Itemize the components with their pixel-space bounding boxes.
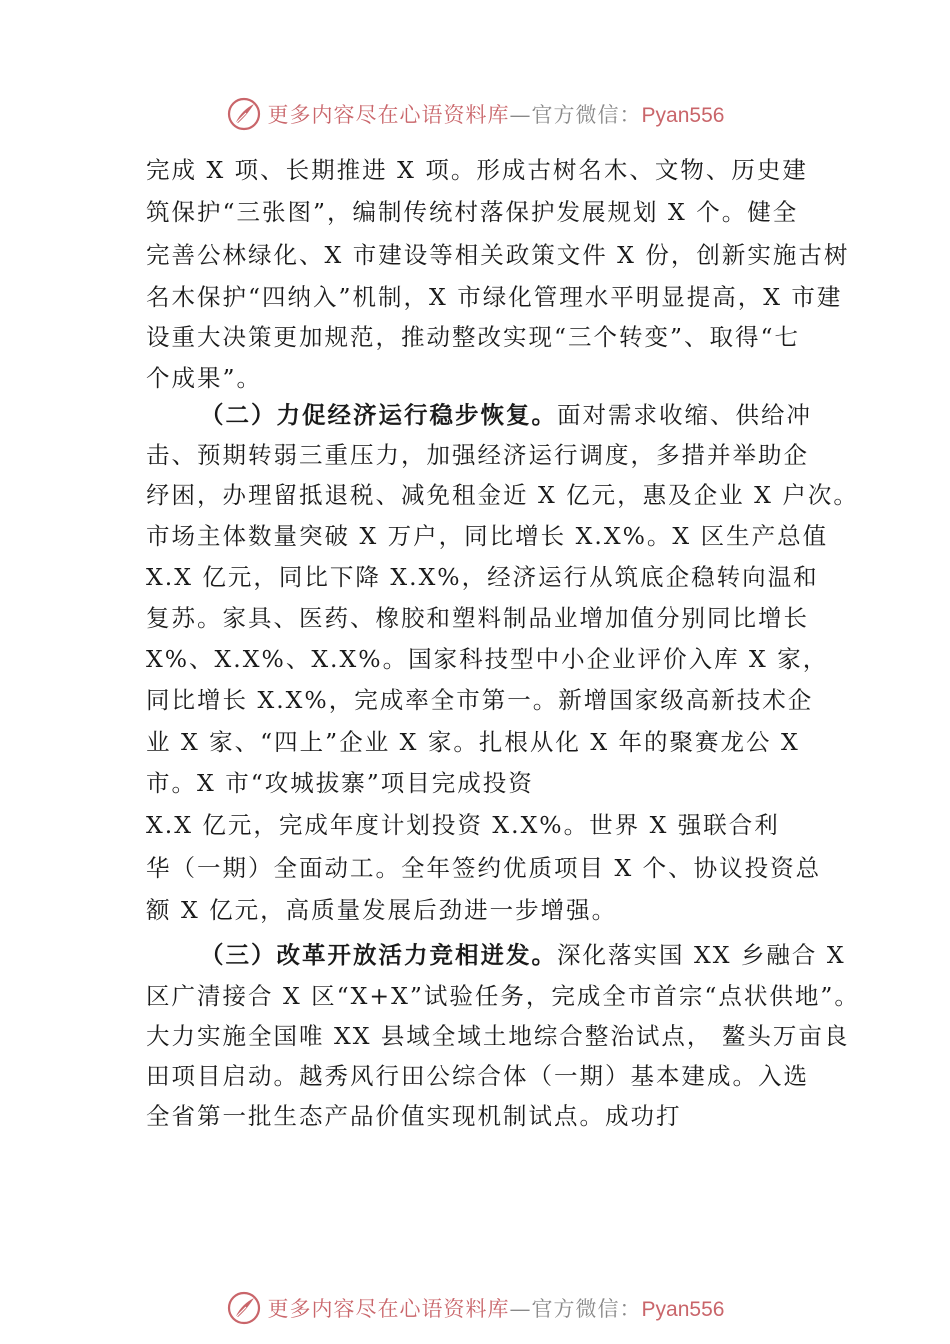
text-line: 纾困，办理留抵退税、减免租金近 X 亿元，惠及企业 X 户次。 (146, 481, 859, 509)
text-line: 名木保护“四纳入”机制，X 市绿化管理水平明显提高，X 市建 (146, 283, 843, 311)
watermark-dash: — (509, 103, 532, 127)
watermark-label: 官方微信： (531, 103, 642, 127)
text-run: 深化落实国 XX 乡融合 X (557, 941, 846, 969)
text-line: 个成果”。 (146, 364, 263, 392)
text-line: 复苏。家具、医药、橡胶和塑料制品业增加值分别同比增长 (146, 604, 809, 632)
watermark-wechat-id: Pyan556 (641, 104, 725, 127)
text-line: 额 X 亿元，高质量发展后劲进一步增强。 (146, 896, 618, 924)
text-line: 华（一期）全面动工。全年签约优质项目 X 个、协议投资总 (146, 854, 822, 882)
text-line: 区广清接合 X 区“X+X”试验任务，完成全市首宗“点状供地”。 (146, 982, 860, 1010)
section-heading-3: （三）改革开放活力竞相迸发。 (200, 941, 557, 969)
watermark-label: 官方微信： (531, 1297, 642, 1321)
section-heading-2: （二）力促经济运行稳步恢复。 (200, 401, 557, 429)
text-line: 业 X 家、“四上”企业 X 家。扎根从化 X 年的聚赛龙公 X (146, 728, 800, 756)
text-run: 面对需求收缩、供给冲 (557, 401, 812, 429)
feather-seal-icon (226, 1290, 262, 1326)
text-line: 全省第一批生态产品价值实现机制试点。成功打 (146, 1102, 682, 1130)
text-line: 田项目启动。越秀风行田公综合体（一期）基本建成。入选 (146, 1062, 809, 1090)
paragraph-first-line (200, 398, 812, 432)
text-line: X%、X.X%、X.X%。国家科技型中小企业评价入库 X 家， (146, 645, 829, 673)
watermark-banner-bottom (0, 1286, 950, 1330)
text-line: 大力实施全国唯 XX 县域全域土地综合整治试点， 鳌头万亩良 (146, 1022, 850, 1050)
watermark-main-text: 更多内容尽在心语资料库 (267, 1297, 510, 1321)
text-line: X.X 亿元，同比下降 X.X%，经济运行从筑底企稳转向温和 (146, 563, 819, 591)
text-line: 设重大决策更加规范，推动整改实现“三个转变”、取得“七 (146, 323, 801, 351)
text-line: 市。X 市“攻城拔寨”项目完成投资 (146, 769, 534, 797)
text-line: 完善公林绿化、X 市建设等相关政策文件 X 份，创新实施古树 (146, 241, 850, 269)
watermark-dash: — (509, 1297, 532, 1321)
text-line: 筑保护“三张图”，编制传统村落保护发展规划 X 个。健全 (146, 198, 799, 226)
text-line: 市场主体数量突破 X 万户，同比增长 X.X%。X 区生产总值 (146, 522, 829, 550)
text-line: 同比增长 X.X%，完成率全市第一。新增国家级高新技术企 (146, 686, 814, 714)
watermark-wechat-id: Pyan556 (641, 1298, 725, 1321)
paragraph-first-line (200, 938, 846, 972)
text-line: 击、预期转弱三重压力，加强经济运行调度，多措并举助企 (146, 441, 809, 469)
watermark-main-text: 更多内容尽在心语资料库 (267, 103, 510, 127)
text-line: X.X 亿元，完成年度计划投资 X.X%。世界 X 强联合利 (146, 811, 780, 839)
text-line: 完成 X 项、长期推进 X 项。形成古树名木、文物、历史建 (146, 156, 808, 184)
